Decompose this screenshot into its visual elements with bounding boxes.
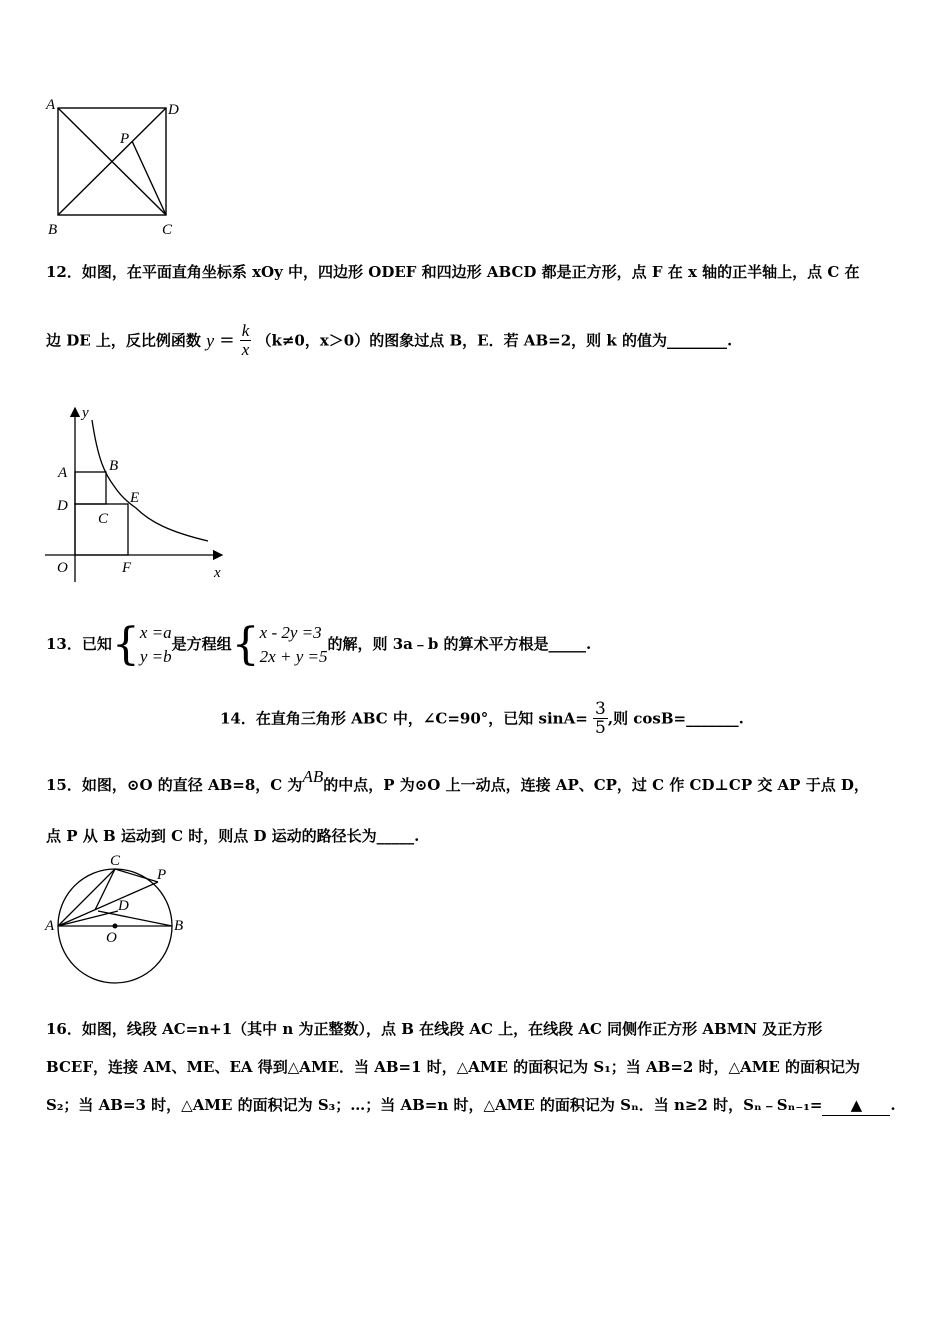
triangle-icon: ▲ bbox=[850, 1096, 863, 1114]
label-a: A bbox=[45, 918, 55, 934]
func-y: y bbox=[206, 330, 215, 351]
q15-line2: 点 P 从 B 运动到 C 时，则点 D 运动的路径长为_____. bbox=[46, 827, 420, 845]
q14-line: 14．在直角三角形 ABC 中，∠C=90°，已知 sinA= $\frac{3}{5}$ ,则 cosB=_______. bbox=[220, 699, 744, 738]
label-b: B bbox=[174, 918, 184, 934]
system-solution: x =a y =b bbox=[139, 623, 172, 666]
arc-ab: AB bbox=[302, 767, 324, 786]
answer-blank bbox=[822, 1095, 890, 1116]
left-brace-1: { bbox=[111, 619, 140, 670]
figure-square-abcd bbox=[40, 95, 190, 240]
label-c: C bbox=[98, 511, 109, 527]
figure-coordinate-plane bbox=[40, 400, 240, 585]
label-p: P bbox=[157, 867, 167, 883]
system-equations: x - 2y =3 2x + y =5 bbox=[259, 623, 328, 666]
label-c: C bbox=[162, 222, 173, 238]
label-b: B bbox=[109, 458, 119, 474]
q16-line2: BCEF，连接 AM、ME、EA 得到△AME．当 AB=1 时，△AME 的面积记为 S₁；当 AB=2 时，△AME 的面积记为 bbox=[46, 1058, 861, 1076]
q16-line3: S₂；当 AB=3 时，△AME 的面积记为 S₃；…；当 AB=n 时，△AME 的面积记为 Sₙ．当 n≥2 时，Sₙ﹣Sₙ₋₁= ▲ . bbox=[46, 1096, 896, 1114]
func-denominator: x bbox=[241, 340, 250, 359]
label-f: F bbox=[122, 560, 132, 576]
label-a: A bbox=[58, 465, 68, 481]
label-d: D bbox=[57, 498, 68, 514]
figure-circle bbox=[40, 850, 200, 985]
label-d: D bbox=[118, 898, 129, 914]
label-a: A bbox=[46, 97, 56, 113]
q13-line: 13．已知{ x =a y =b 是方程组{ x - 2y =3 2x + y =5 的解，则 3a﹣b 的算术平方根是_____. bbox=[46, 619, 592, 670]
fraction-3-5: $\frac{3}{5}$ bbox=[595, 699, 606, 738]
q16-line1: 16．如图，线段 AC=n+1（其中 n 为正整数），点 B 在线段 AC 上，在线段 AC 同侧作正方形 ABMN 及正方形 bbox=[46, 1020, 823, 1038]
q15-line1: 15．如图，⊙O 的直径 AB=8，C 为AB的中点，P 为⊙O 上一动点，连接 AP、CP，过 C 作 CD⊥CP 交 AP 于点 D， bbox=[46, 767, 869, 794]
label-y: y bbox=[82, 405, 89, 421]
left-brace-2: { bbox=[231, 619, 260, 670]
label-o: O bbox=[57, 560, 68, 576]
label-x: x bbox=[214, 565, 221, 581]
label-d: D bbox=[168, 102, 179, 118]
func-eq: = bbox=[219, 329, 235, 351]
label-b: B bbox=[48, 222, 58, 238]
label-c: C bbox=[110, 853, 121, 869]
func-numerator: k bbox=[241, 321, 250, 340]
label-o: O bbox=[106, 930, 117, 946]
func-fraction bbox=[240, 322, 252, 359]
label-p: P bbox=[120, 131, 130, 147]
q12-line2: 边 DE 上，反比例函数 y = $\frac{k}{x}$ （k≠0，x＞0）的图象过点 B，E．若 AB=2，则 k 的值为________. bbox=[46, 321, 733, 359]
label-e: E bbox=[130, 490, 140, 506]
q12-line1: 12．如图，在平面直角坐标系 xOy 中，四边形 ODEF 和四边形 ABCD 都是正方形，点 F 在 x 轴的正半轴上，点 C 在 bbox=[46, 263, 860, 281]
